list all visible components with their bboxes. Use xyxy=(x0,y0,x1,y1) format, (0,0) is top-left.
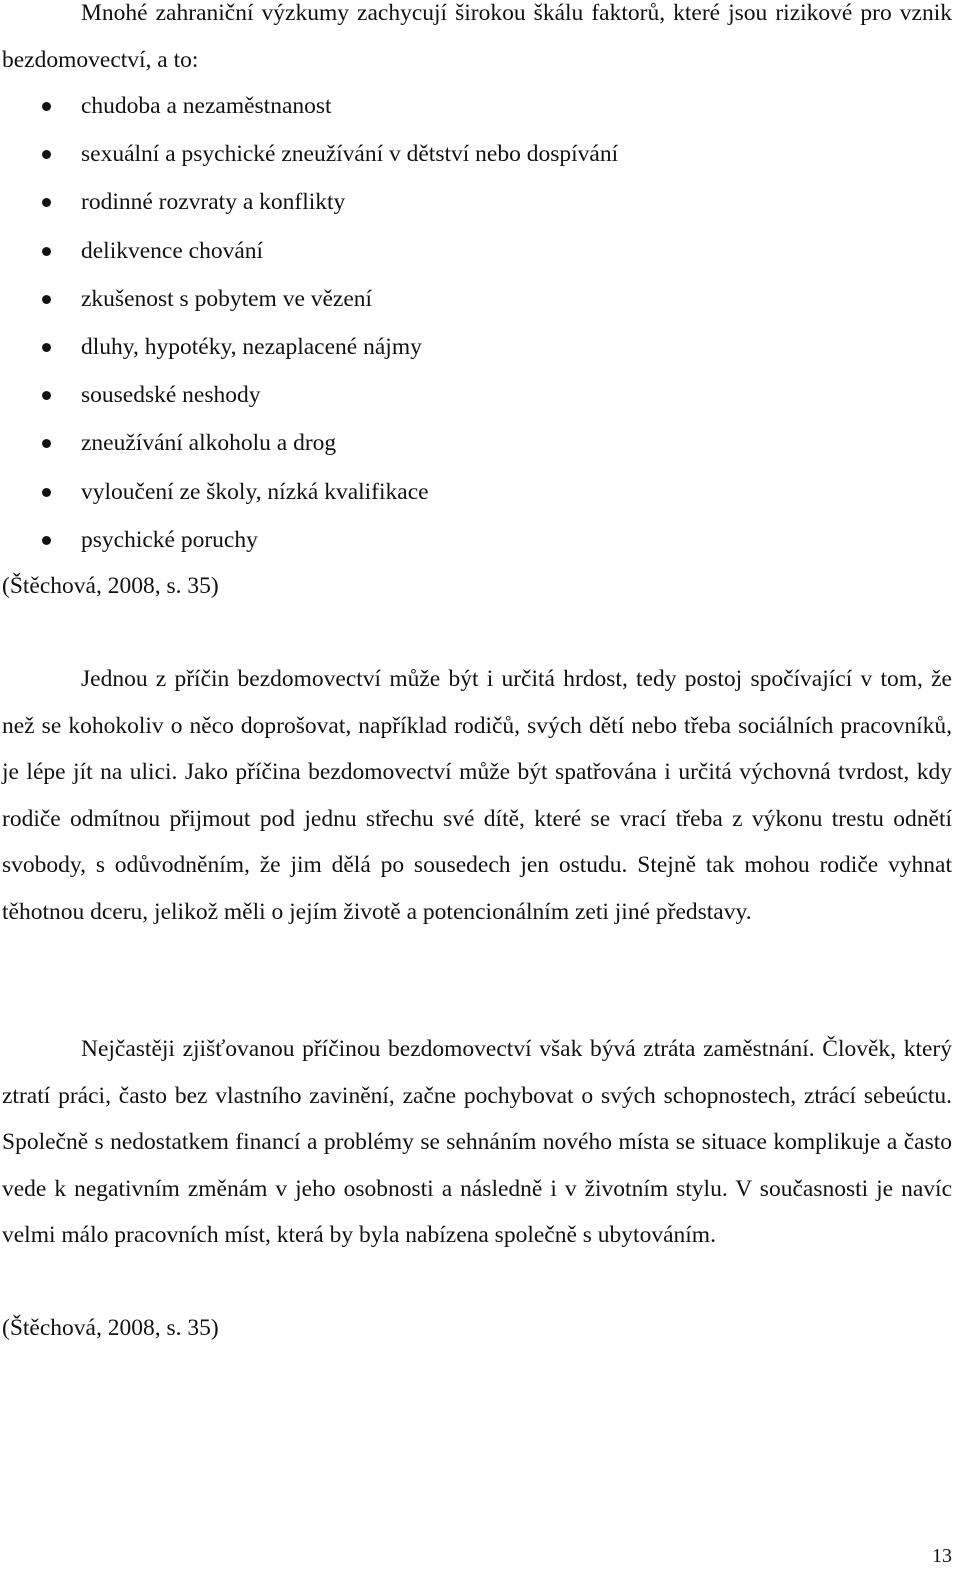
bullet-icon xyxy=(42,198,51,207)
bullet-icon xyxy=(42,536,51,545)
list-item: delikvence chování xyxy=(0,227,950,275)
citation: (Štěchová, 2008, s. 35) xyxy=(2,1315,219,1341)
list-item: vyloučení ze školy, nízká kvalifikace xyxy=(0,468,950,516)
bullet-icon xyxy=(42,488,51,497)
list-item: chudoba a nezaměstnanost xyxy=(0,82,950,130)
list-item: zneužívání alkoholu a drog xyxy=(0,419,950,467)
page-number: 13 xyxy=(932,1545,952,1567)
list-item: dluhy, hypotéky, nezaplacené nájmy xyxy=(0,323,950,371)
list-item: sexuální a psychické zneužívání v dětství nebo dospívání xyxy=(0,130,950,178)
bullet-icon xyxy=(42,102,51,111)
bullet-icon xyxy=(42,343,51,352)
list-item: zkušenost s pobytem ve vězení xyxy=(0,275,950,323)
bullet-icon xyxy=(42,247,51,256)
intro-paragraph: Mnohé zahraniční výzkumy zachycují širokou škálu faktorů, které jsou rizikové pro vznik bezdomovectví, a to: xyxy=(2,0,952,73)
bullet-icon xyxy=(42,439,51,448)
list-item: psychické poruchy xyxy=(0,516,950,564)
body-paragraph-pride: Jednou z příčin bezdomovectví může být i určitá hrdost, tedy postoj spočívající v tom, že než se kohokoliv o něco doprošovat, například rodičů, svých dětí nebo třeba sociálních pracovníků, je lépe jít na ulici. Jako příčina bezdomovectví může být spatřována i určitá výchovná tvrdost, kdy rodiče odmítnou přijmout pod jednu střechu své dítě, které se vrací třeba z výkonu trestu odnětí svobody, s odůvodněním, že jim dělá po sousedech jen ostudu. Stejně tak mohou rodiče vyhnat těhotnou dceru, jelikož měli o jejím životě a potencionálním zeti jiné představy. xyxy=(2,666,952,925)
citation: (Štěchová, 2008, s. 35) xyxy=(2,573,219,599)
risk-factor-list xyxy=(0,82,950,564)
bullet-icon xyxy=(42,391,51,400)
bullet-icon xyxy=(42,150,51,159)
list-item: sousedské neshody xyxy=(0,371,950,419)
bullet-icon xyxy=(42,295,51,304)
list-item: rodinné rozvraty a konflikty xyxy=(0,178,950,226)
body-paragraph-job-loss: Nejčastěji zjišťovanou příčinou bezdomovectví však bývá ztráta zaměstnání. Člověk, který ztratí práci, často bez vlastního zavinění, začne pochybovat o svých schopnostech, ztrácí sebeúctu. Společně s nedostatkem financí a problémy se sehnáním nového místa se situace komplikuje a často vede k negativním změnám v jeho osobnosti a následně i v životním stylu. V současnosti je navíc velmi málo pracovních míst, která by byla nabízena společně s ubytováním. xyxy=(2,1036,952,1248)
